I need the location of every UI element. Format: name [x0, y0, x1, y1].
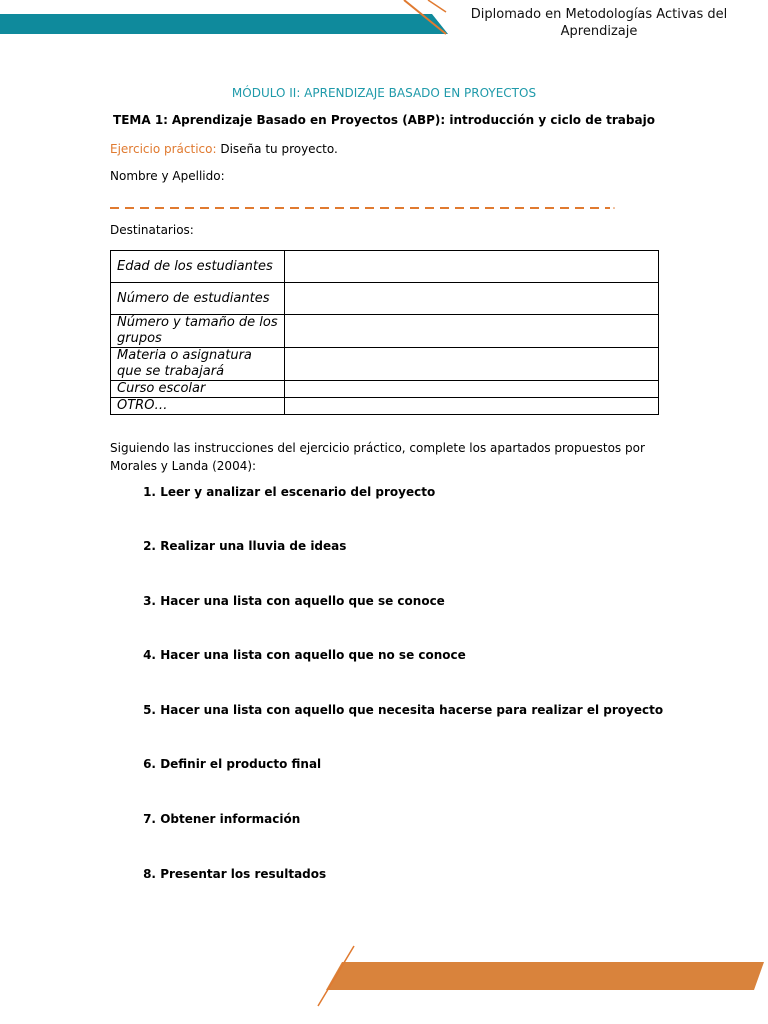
- step-number: 5.: [143, 703, 156, 717]
- table-row: [111, 283, 659, 315]
- step-number: 1.: [143, 485, 156, 499]
- table-row: [111, 348, 659, 381]
- step-text: Definir el producto final: [160, 757, 322, 771]
- ejercicio-line: [110, 142, 338, 156]
- tema-text: Aprendizaje Basado en Proyectos (ABP): introducción y ciclo de trabajo: [171, 113, 655, 127]
- step-text: Hacer una lista con aquello que no se conoce: [160, 648, 466, 662]
- name-label: Nombre y Apellido:: [110, 169, 225, 183]
- table-cell-input[interactable]: [285, 348, 659, 381]
- ejercicio-label: Ejercicio práctico:: [110, 142, 217, 156]
- footer-decoration: [310, 940, 768, 1010]
- step-text: Hacer una lista con aquello que se conoce: [160, 594, 445, 608]
- ejercicio-text: Diseña tu proyecto.: [220, 142, 338, 156]
- step-number: 3.: [143, 594, 156, 608]
- table-cell-label: Edad de los estudiantes: [111, 251, 285, 283]
- list-item: [110, 539, 346, 553]
- name-dash-line[interactable]: [110, 196, 616, 202]
- table-cell-label: Materia o asignatura que se trabajará: [111, 348, 285, 381]
- step-text: Obtener información: [160, 812, 301, 826]
- list-item: [110, 757, 321, 771]
- list-item: [110, 703, 663, 717]
- table-row: [111, 398, 659, 415]
- table-row: [111, 315, 659, 348]
- header-title: [470, 6, 728, 40]
- step-number: 6.: [143, 757, 156, 771]
- table-row: [111, 381, 659, 398]
- table-cell-input[interactable]: [285, 251, 659, 283]
- header-title-line2: Aprendizaje: [560, 24, 638, 39]
- step-number: 8.: [143, 867, 156, 881]
- list-item: [110, 812, 300, 826]
- table-cell-input[interactable]: [285, 283, 659, 315]
- step-text: Presentar los resultados: [160, 867, 327, 881]
- table-cell-label: Curso escolar: [111, 381, 285, 398]
- destinatarios-table: [110, 250, 659, 415]
- instructions-paragraph: Siguiendo las instrucciones del ejercicio práctico, complete los apartados propuestos por Morales y Landa (2004):: [110, 441, 645, 473]
- module-title: MÓDULO II: APRENDIZAJE BASADO EN PROYECTOS: [231, 86, 537, 100]
- table-cell-label: Número de estudiantes: [111, 283, 285, 315]
- list-item: [110, 648, 466, 662]
- table-cell-label: Número y tamaño de los grupos: [111, 315, 285, 348]
- step-number: 7.: [143, 812, 156, 826]
- header-title-line1: Diplomado en Metodologías Activas del: [470, 7, 728, 22]
- header-decoration: [0, 0, 470, 48]
- list-item: [110, 485, 435, 499]
- step-number: 2.: [143, 539, 156, 553]
- tema-title: [0, 113, 768, 127]
- table-cell-label: OTRO…: [111, 398, 285, 415]
- step-number: 4.: [143, 648, 156, 662]
- table-cell-input[interactable]: [285, 381, 659, 398]
- table-cell-input[interactable]: [285, 315, 659, 348]
- list-item: [110, 594, 445, 608]
- step-text: Realizar una lluvia de ideas: [160, 539, 347, 553]
- step-text: Leer y analizar el escenario del proyecto: [160, 485, 436, 499]
- table-cell-input[interactable]: [285, 398, 659, 415]
- tema-label: TEMA 1:: [113, 113, 168, 127]
- step-text: Hacer una lista con aquello que necesita hacerse para realizar el proyecto: [160, 703, 664, 717]
- list-item: [110, 867, 326, 881]
- table-row: [111, 251, 659, 283]
- destinatarios-label: Destinatarios:: [110, 223, 194, 237]
